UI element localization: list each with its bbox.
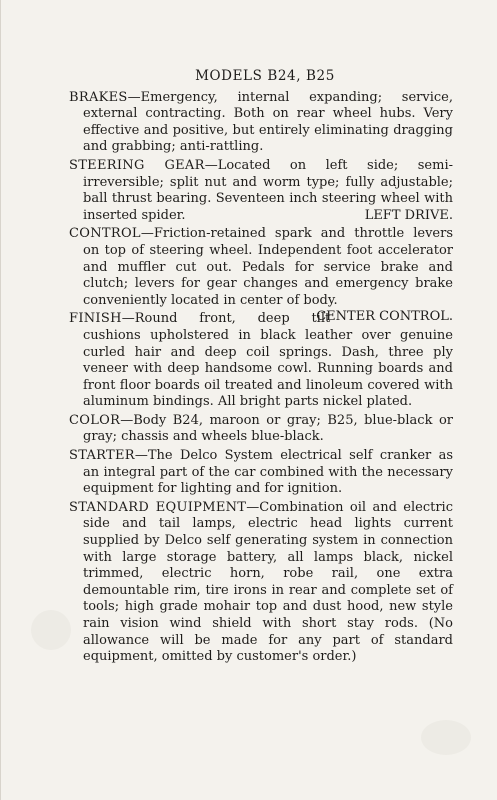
spec-heading: BRAKES bbox=[69, 89, 128, 105]
spec-heading: STARTER bbox=[69, 448, 135, 464]
spec-body: Located on left side; semi-irreversible; split nut and worm type; fully adjustable; ball thrust bearing. Seventeen inch steering wheel with inserted spider. bbox=[83, 157, 454, 223]
spec-note: CENTER CONTROL. bbox=[316, 309, 453, 325]
spec-heading: FINISH bbox=[69, 311, 122, 327]
spec-finish bbox=[69, 311, 453, 411]
spec-steering-gear bbox=[69, 158, 453, 224]
page-title: MODELS B24, B25 bbox=[195, 68, 335, 84]
spec-body: Friction-retained spark and throttle levers on top of steering wheel. Independent foot accelerator and muffler cut out. Pedals for service brake and clutch; levers for gear changes and emergency brake conveniently located in center of body. bbox=[83, 226, 453, 308]
spec-note: LEFT DRIVE. bbox=[364, 207, 453, 223]
em-dash: — bbox=[121, 311, 135, 327]
spec-text-block bbox=[69, 68, 453, 668]
spec-starter bbox=[69, 448, 453, 498]
spec-body: The Delco System electrical self cranker as an integral part of the car combined with the necessary equipment for lighting and for ignition. bbox=[83, 448, 453, 497]
spec-body: Combination oil and electric side and tail lamps, electric head lights current supplied by Delco self generating system in connection with large storage battery, all lamps black, nickel trimmed, electric horn, robe rail, one extra demountable rim, tire irons in rear and complete set of tools; high grade mohair top and dust hood, new style rain vision wind shield with short stay rods. (No allowance will be made for any part of standard equipment, omitted by customer's order.) bbox=[83, 499, 453, 665]
em-dash: — bbox=[140, 226, 154, 242]
spec-standard-equipment bbox=[69, 500, 453, 666]
spec-heading: STANDARD EQUIPMENT bbox=[69, 499, 247, 515]
spec-brakes bbox=[69, 90, 453, 156]
spec-heading: STEERING GEAR bbox=[69, 157, 205, 173]
em-dash: — bbox=[204, 157, 218, 173]
spec-body: Emergency, internal expanding; service, external contracting. Both on rear wheel hubs. Very effective and positive, but entirely eliminating dragging and grabbing; anti-rattling. bbox=[83, 89, 453, 155]
em-dash: — bbox=[246, 499, 260, 515]
spec-heading: CONTROL bbox=[69, 226, 141, 242]
spec-body: Round front, deep tilt cushions upholstered in black leather over genuine curled hair and deep coil springs. Dash, three ply veneer with deep handsome cowl. Running boards and front floor boards oil treated and linoleum covered with aluminum bindings. All bright parts nickel plated. bbox=[83, 311, 453, 410]
spec-color bbox=[69, 413, 453, 446]
paper-stain bbox=[421, 720, 471, 755]
spec-body: Body B24, maroon or gray; B25, blue-black or gray; chassis and wheels blue-black. bbox=[83, 412, 453, 445]
em-dash: — bbox=[127, 89, 141, 105]
paper-stain bbox=[31, 610, 71, 650]
em-dash: — bbox=[120, 412, 134, 428]
spec-heading: COLOR bbox=[69, 412, 121, 428]
em-dash: — bbox=[134, 448, 148, 464]
